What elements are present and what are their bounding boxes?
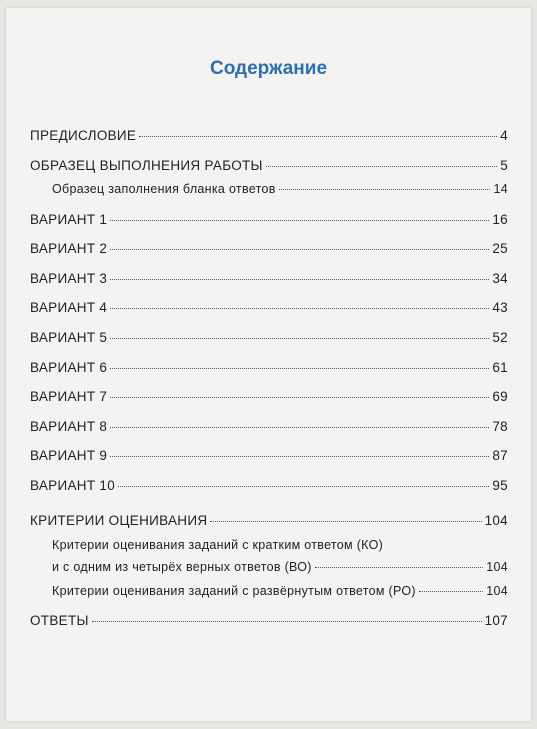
dot-leader xyxy=(210,521,481,522)
dot-leader xyxy=(110,249,489,250)
dot-leader xyxy=(110,338,489,339)
dot-leader xyxy=(92,621,482,622)
toc-entry-label: ВАРИАНТ 2 xyxy=(30,241,108,256)
dot-leader xyxy=(110,397,489,398)
toc-entry-variant-2[interactable] xyxy=(30,241,508,256)
toc-entry-answers[interactable] xyxy=(30,613,508,628)
toc-entry-variant-8[interactable] xyxy=(30,419,508,434)
dot-leader xyxy=(110,220,489,221)
toc-entry-page: 14 xyxy=(493,182,508,196)
toc-entry-page: 61 xyxy=(492,360,508,375)
toc-entry-criteria[interactable] xyxy=(30,513,508,528)
dot-leader xyxy=(110,308,489,309)
dot-leader xyxy=(419,591,483,592)
dot-leader xyxy=(139,136,497,137)
toc-entry-variant-3[interactable] xyxy=(30,271,508,286)
toc-entry-page: 78 xyxy=(492,419,508,434)
toc-entry-page: 5 xyxy=(500,158,508,173)
toc-entry-variant-1[interactable] xyxy=(30,212,508,227)
toc-entry-page: 107 xyxy=(484,613,508,628)
toc-entry-page: 52 xyxy=(492,330,508,345)
dot-leader xyxy=(266,166,497,167)
toc-entry-page: 104 xyxy=(486,560,508,574)
toc-entry-page: 95 xyxy=(492,478,508,493)
toc-entry-page: 69 xyxy=(492,389,508,404)
dot-leader xyxy=(279,189,491,190)
toc-entry-label: ВАРИАНТ 10 xyxy=(30,478,116,493)
dot-leader xyxy=(118,486,489,487)
dot-leader xyxy=(315,567,483,568)
toc-entry-label: ВАРИАНТ 3 xyxy=(30,271,108,286)
toc-entry-variant-7[interactable] xyxy=(30,389,508,404)
toc-entry-variant-9[interactable] xyxy=(30,448,508,463)
toc-entry-page: 104 xyxy=(484,513,508,528)
toc-entry-page: 34 xyxy=(492,271,508,286)
page-title: Содержание xyxy=(209,58,328,79)
toc-entry-label: ВАРИАНТ 7 xyxy=(30,389,108,404)
toc-entry-label: Образец заполнения бланка ответов xyxy=(52,182,276,196)
toc-entry-variant-5[interactable] xyxy=(30,330,508,345)
toc-entry-sample-work[interactable] xyxy=(30,158,508,173)
toc-entry-label: Критерии оценивания заданий с кратким ответом (КО) xyxy=(52,538,384,552)
toc-entry-label: ПРЕДИСЛОВИЕ xyxy=(30,128,137,143)
toc-entry-label: ВАРИАНТ 1 xyxy=(30,212,108,227)
toc-entry-page: 104 xyxy=(486,584,508,598)
toc-entry-criteria-short-line1[interactable] xyxy=(52,538,508,552)
toc-entry-criteria-extended[interactable] xyxy=(52,584,508,598)
toc-entry-page: 43 xyxy=(492,300,508,315)
toc-entry-variant-6[interactable] xyxy=(30,360,508,375)
toc-entry-label: ВАРИАНТ 4 xyxy=(30,300,108,315)
dot-leader xyxy=(110,279,489,280)
toc-entry-variant-4[interactable] xyxy=(30,300,508,315)
toc-entry-label: ВАРИАНТ 9 xyxy=(30,448,108,463)
toc-entry-label: ВАРИАНТ 5 xyxy=(30,330,108,345)
book-page xyxy=(6,8,531,721)
toc-entry-variant-10[interactable] xyxy=(30,478,508,493)
dot-leader xyxy=(110,427,489,428)
toc-entry-label: КРИТЕРИИ ОЦЕНИВАНИЯ xyxy=(30,513,208,528)
toc-entry-label: и с одним из четырёх верных ответов (ВО) xyxy=(52,560,312,574)
toc-entry-label: ОТВЕТЫ xyxy=(30,613,89,628)
toc-entry-label: ВАРИАНТ 6 xyxy=(30,360,108,375)
toc-entry-label: ОБРАЗЕЦ ВЫПОЛНЕНИЯ РАБОТЫ xyxy=(30,158,263,173)
dot-leader xyxy=(110,456,489,457)
toc-entry-page: 16 xyxy=(492,212,508,227)
toc-entry-page: 4 xyxy=(500,128,508,143)
toc-entry-label: Критерии оценивания заданий с развёрнутым ответом (РО) xyxy=(52,584,416,598)
toc-entry-preface[interactable] xyxy=(30,128,508,143)
dot-leader xyxy=(110,368,489,369)
toc-entry-label: ВАРИАНТ 8 xyxy=(30,419,108,434)
toc-entry-page: 25 xyxy=(492,241,508,256)
toc-entry-criteria-short-line2[interactable] xyxy=(52,560,508,574)
toc-entry-page: 87 xyxy=(492,448,508,463)
toc-entry-sample-form[interactable] xyxy=(52,182,508,196)
